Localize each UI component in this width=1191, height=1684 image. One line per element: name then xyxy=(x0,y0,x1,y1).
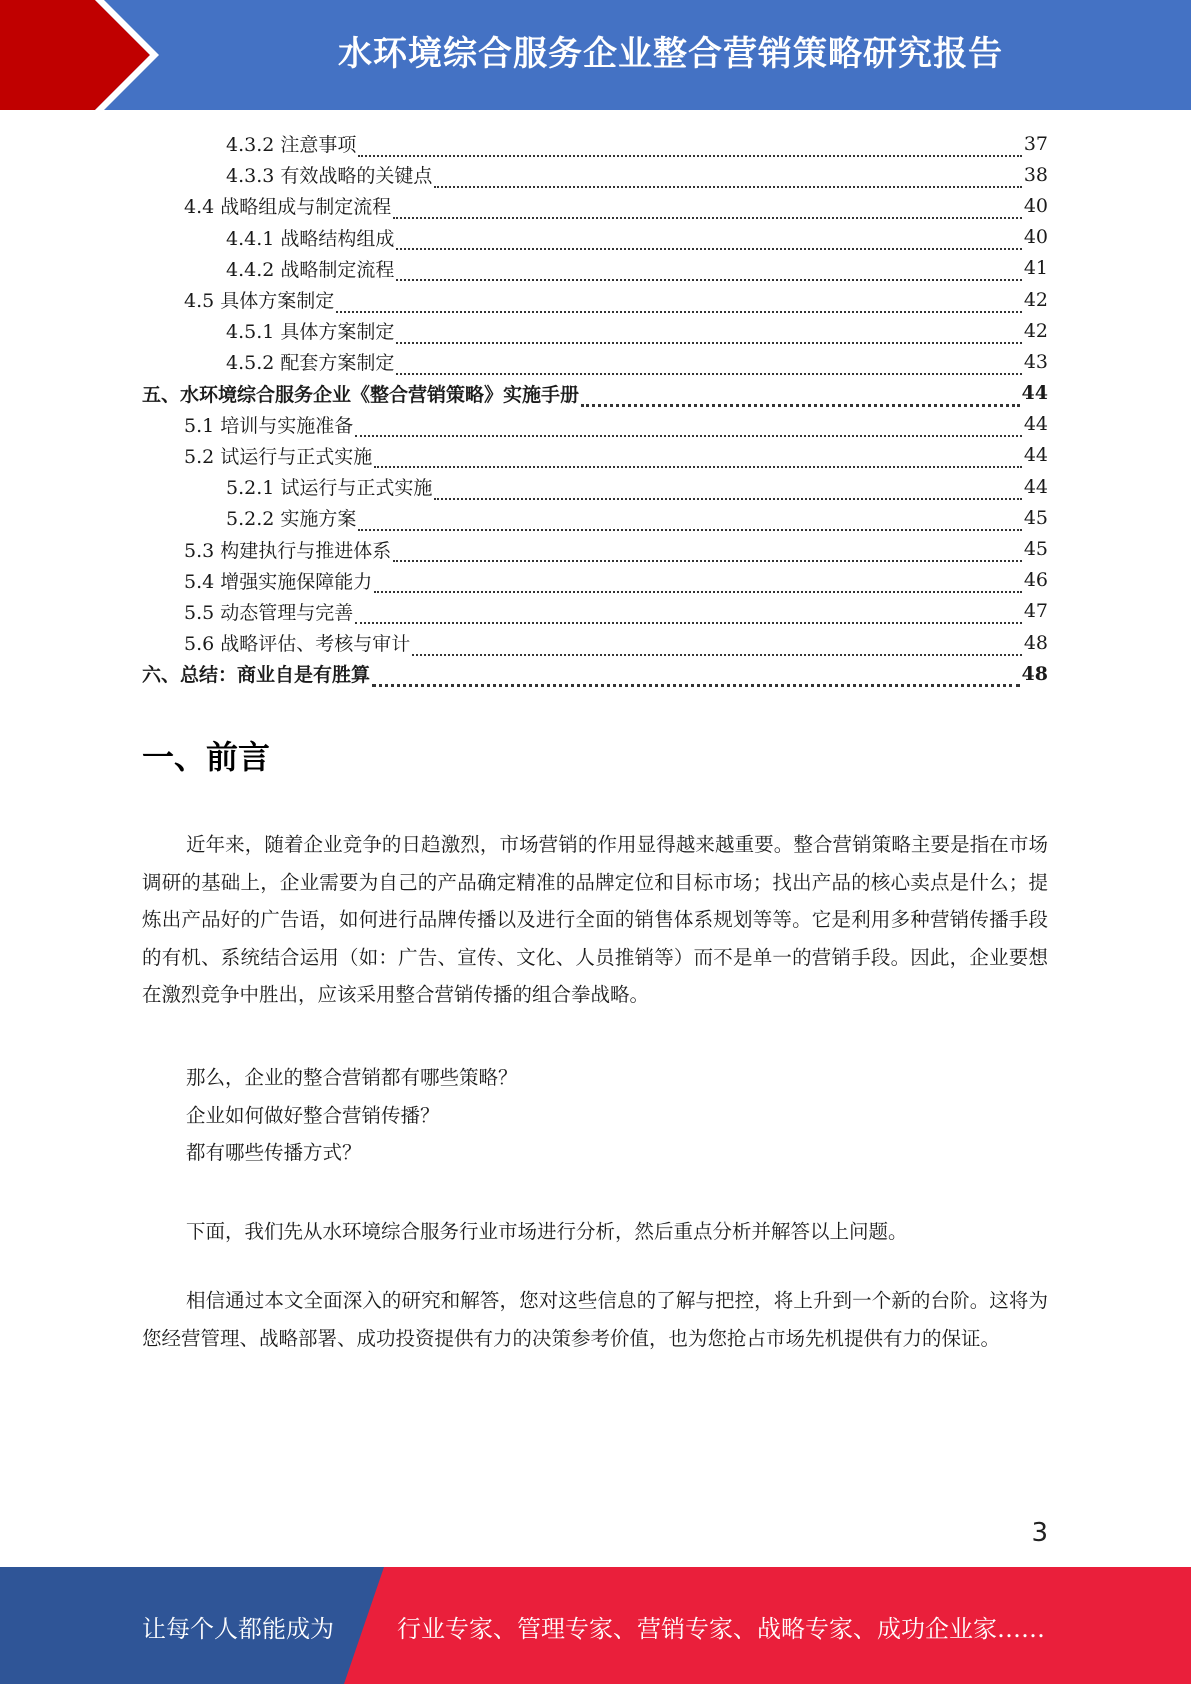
toc-entry-page: 44 xyxy=(1021,382,1048,405)
toc-entry-label: 4.5 具体方案制定 xyxy=(184,290,335,313)
toc-leader-dots xyxy=(393,195,1022,219)
toc-leader-dots xyxy=(581,382,1020,407)
toc-entry-page: 44 xyxy=(1023,475,1048,498)
toc-entry-page: 37 xyxy=(1023,132,1048,155)
page-footer xyxy=(0,1567,1191,1684)
toc-entry[interactable] xyxy=(142,658,1048,689)
toc-entry-label: 5.1 培训与实施准备 xyxy=(184,414,354,437)
toc-entry-label: 4.4.2 战略制定流程 xyxy=(226,258,395,281)
toc-leader-dots xyxy=(393,538,1022,562)
toc-entry-page: 48 xyxy=(1021,662,1048,685)
toc-leader-dots xyxy=(358,507,1021,531)
toc-entry-label: 5.6 战略评估、考核与审计 xyxy=(184,633,411,656)
toc-entry-label: 4.5.1 具体方案制定 xyxy=(226,321,395,344)
toc-entry[interactable] xyxy=(142,502,1048,533)
toc-entry[interactable] xyxy=(142,284,1048,315)
toc-entry[interactable] xyxy=(142,346,1048,377)
toc-entry-page: 42 xyxy=(1023,288,1048,311)
toc-leader-dots xyxy=(434,164,1021,188)
toc-entry[interactable] xyxy=(142,627,1048,658)
toc-entry[interactable] xyxy=(142,378,1048,409)
toc-leader-dots xyxy=(336,289,1022,313)
toc-leader-dots xyxy=(374,444,1022,468)
toc-leader-dots xyxy=(396,226,1021,250)
toc-leader-dots xyxy=(396,257,1021,281)
toc-entry-page: 42 xyxy=(1023,319,1048,342)
toc-entry-page: 44 xyxy=(1023,413,1048,436)
toc-entry-page: 45 xyxy=(1023,506,1048,529)
footer-slogan-left: 让每个人都能成为 xyxy=(142,1615,334,1643)
table-of-contents xyxy=(142,128,1048,689)
page-number: 3 xyxy=(1031,1518,1048,1548)
toc-entry-page: 40 xyxy=(1023,226,1048,249)
question-line-3: 都有哪些传播方式？ xyxy=(186,1141,362,1164)
toc-leader-dots xyxy=(434,476,1021,500)
closing-paragraph: 相信通过本文全面深入的研究和解答，您对这些信息的了解与把控，将上升到一个新的台阶。这将为您经营管理、战略部署、成功投资提供有力的决策参考价值，也为您抢占市场先机提供有力的保证。 xyxy=(142,1289,1048,1350)
toc-entry-page: 46 xyxy=(1023,569,1048,592)
toc-entry-page: 45 xyxy=(1023,538,1048,561)
analysis-paragraph: 下面，我们先从水环境综合服务行业市场进行分析，然后重点分析并解答以上问题。 xyxy=(186,1220,908,1243)
toc-leader-dots xyxy=(355,413,1022,437)
section-heading: 一、前言 xyxy=(142,738,271,776)
toc-entry[interactable] xyxy=(142,533,1048,564)
toc-entry[interactable] xyxy=(142,159,1048,190)
toc-entry-label: 4.4 战略组成与制定流程 xyxy=(184,196,392,219)
intro-paragraph: 近年来，随着企业竞争的日趋激烈，市场营销的作用显得越来越重要。整合营销策略主要是指在市场调研的基础上，企业需要为自己的产品确定精准的品牌定位和目标市场；找出产品的核心卖点是什么；提炼出产品好的广告语，如何进行品牌传播以及进行全面的销售体系规划等等。它是利用多种营销传播手段的有机、系统结合运用（如：广告、宣传、文化、人员推销等）而不是单一的营销手段。因此，企业要想在激烈竞争中胜出，应该采用整合营销传播的组合拳战略。 xyxy=(142,833,1048,1006)
toc-leader-dots xyxy=(358,133,1021,157)
toc-entry[interactable] xyxy=(142,222,1048,253)
report-title: 水环境综合服务企业整合营销策略研究报告 xyxy=(338,34,1003,74)
toc-entry-page: 40 xyxy=(1023,194,1048,217)
toc-entry-label: 4.3.2 注意事项 xyxy=(226,134,357,157)
toc-entry-label: 五、水环境综合服务企业《整合营销策略》实施手册 xyxy=(142,383,580,406)
toc-entry-label: 5.2.2 实施方案 xyxy=(226,508,357,531)
toc-entry-page: 38 xyxy=(1023,163,1048,186)
toc-entry[interactable] xyxy=(142,190,1048,221)
page-header xyxy=(0,0,1191,110)
toc-entry[interactable] xyxy=(142,471,1048,502)
toc-entry-page: 47 xyxy=(1023,600,1048,623)
toc-entry[interactable] xyxy=(142,128,1048,159)
toc-entry-label: 5.2 试运行与正式实施 xyxy=(184,445,373,468)
toc-entry[interactable] xyxy=(142,253,1048,284)
toc-leader-dots xyxy=(374,569,1022,593)
toc-entry-label: 4.5.2 配套方案制定 xyxy=(226,352,395,375)
toc-entry[interactable] xyxy=(142,596,1048,627)
toc-entry-label: 5.4 增强实施保障能力 xyxy=(184,570,373,593)
toc-entry-page: 41 xyxy=(1023,257,1048,280)
toc-entry[interactable] xyxy=(142,409,1048,440)
toc-entry[interactable] xyxy=(142,565,1048,596)
toc-entry-label: 5.2.1 试运行与正式实施 xyxy=(226,477,433,500)
toc-leader-dots xyxy=(396,351,1021,375)
toc-leader-dots xyxy=(412,632,1022,656)
toc-leader-dots xyxy=(396,320,1021,344)
toc-leader-dots xyxy=(372,662,1020,687)
toc-entry-page: 44 xyxy=(1023,444,1048,467)
toc-leader-dots xyxy=(355,600,1022,624)
toc-entry-page: 48 xyxy=(1023,631,1048,654)
question-line-1: 那么，企业的整合营销都有哪些策略？ xyxy=(186,1066,518,1089)
toc-entry-page: 43 xyxy=(1023,350,1048,373)
toc-entry-label: 4.3.3 有效战略的关键点 xyxy=(226,165,433,188)
toc-entry-label: 4.4.1 战略结构组成 xyxy=(226,227,395,250)
footer-slogan-right: 行业专家、管理专家、营销专家、战略专家、成功企业家…… xyxy=(397,1615,1045,1643)
question-line-2: 企业如何做好整合营销传播？ xyxy=(186,1104,440,1127)
toc-entry-label: 5.3 构建执行与推进体系 xyxy=(184,539,392,562)
toc-entry-label: 5.5 动态管理与完善 xyxy=(184,601,354,624)
toc-entry-label: 六、总结：商业自是有胜算 xyxy=(142,664,371,687)
toc-entry[interactable] xyxy=(142,440,1048,471)
toc-entry[interactable] xyxy=(142,315,1048,346)
